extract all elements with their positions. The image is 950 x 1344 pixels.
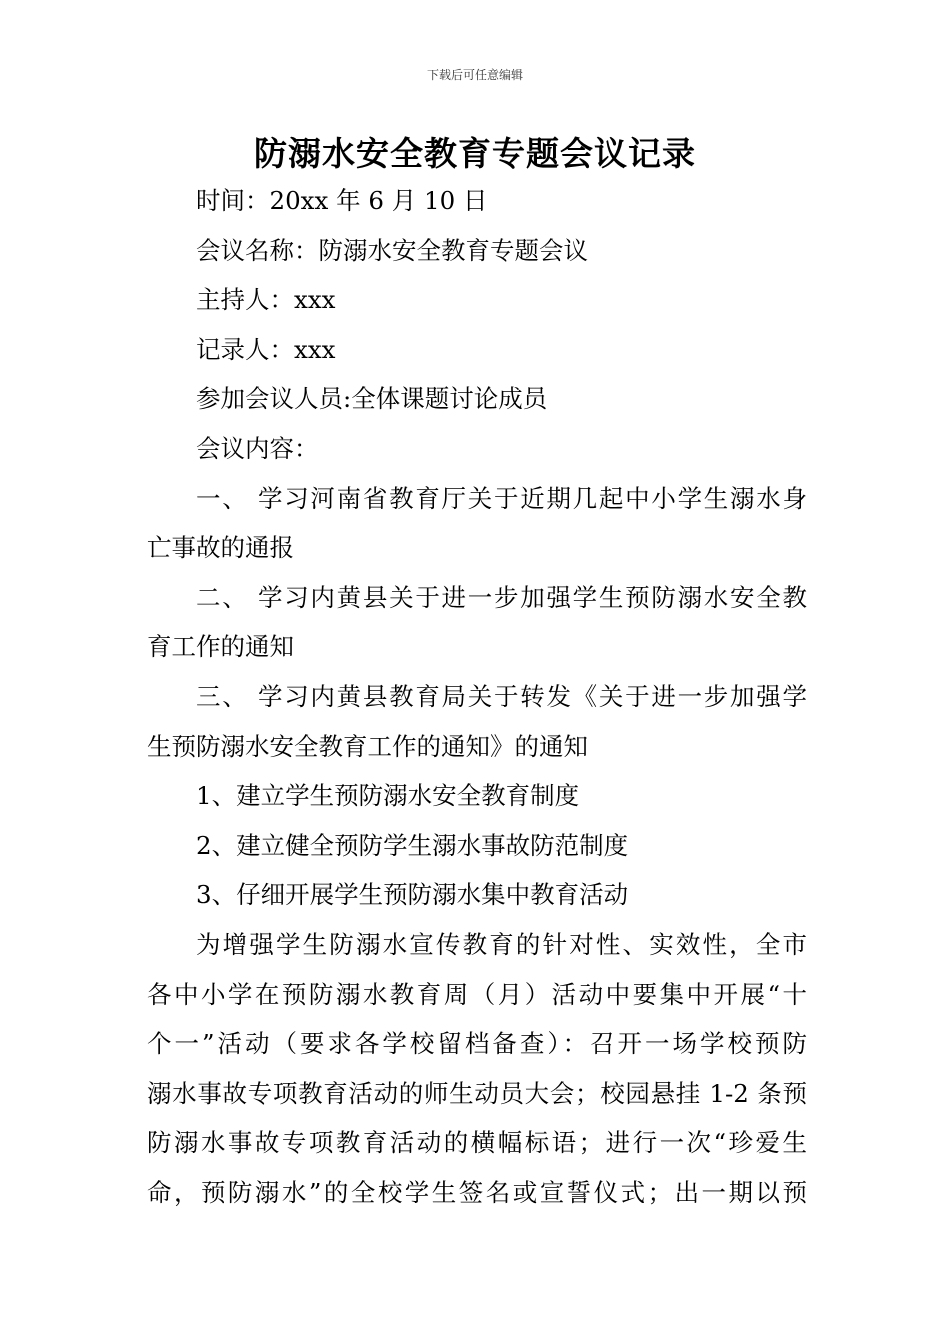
paragraph-line-3: 个一”活动（要求各学校留档备查）：召开一场学校预防 <box>147 1029 807 1059</box>
meta-host: 主持人：xxx <box>196 285 336 315</box>
item-1-line-1: 一、 学习河南省教育厅关于近期几起中小学生溺水身 <box>196 483 807 513</box>
subitem-3: 3、仔细开展学生预防溺水集中教育活动 <box>196 880 629 910</box>
item-2-line-2: 育工作的通知 <box>147 632 294 662</box>
item-1-line-2: 亡事故的通报 <box>147 533 294 563</box>
subitem-2: 2、建立健全预防学生溺水事故防范制度 <box>196 830 629 860</box>
meta-recorder: 记录人：xxx <box>196 334 336 364</box>
meta-meeting-name: 会议名称：防溺水安全教育专题会议 <box>196 235 588 265</box>
item-3-line-2: 生预防溺水安全教育工作的通知》的通知 <box>147 731 588 761</box>
paragraph-line-1: 为增强学生防溺水宣传教育的针对性、实效性，全市 <box>196 929 807 959</box>
meta-time: 时间：20xx 年 6 月 10 日 <box>196 186 488 215</box>
item-3-line-1: 三、 学习内黄县教育局关于转发《关于进一步加强学 <box>196 681 807 711</box>
header-note: 下载后可任意编辑 <box>426 68 523 82</box>
paragraph-line-5: 防溺水事故专项教育活动的横幅标语；进行一次“珍爱生 <box>147 1128 807 1158</box>
page-title: 防溺水安全教育专题会议记录 <box>254 134 696 173</box>
meta-attendees: 参加会议人员:全体课题讨论成员 <box>196 384 548 414</box>
document-body <box>147 176 807 1217</box>
paragraph-line-2: 各中小学在预防溺水教育周（月）活动中要集中开展“十 <box>147 979 807 1009</box>
item-2-line-1: 二、 学习内黄县关于进一步加强学生预防溺水安全教 <box>196 582 807 612</box>
meta-content-label: 会议内容： <box>196 433 319 463</box>
paragraph-line-6: 命，预防溺水”的全校学生签名或宣誓仪式；出一期以预 <box>147 1177 807 1207</box>
subitem-1: 1、建立学生预防溺水安全教育制度 <box>196 781 580 811</box>
paragraph-line-4: 溺水事故专项教育活动的师生动员大会；校园悬挂 1-2 条预 <box>147 1078 807 1108</box>
